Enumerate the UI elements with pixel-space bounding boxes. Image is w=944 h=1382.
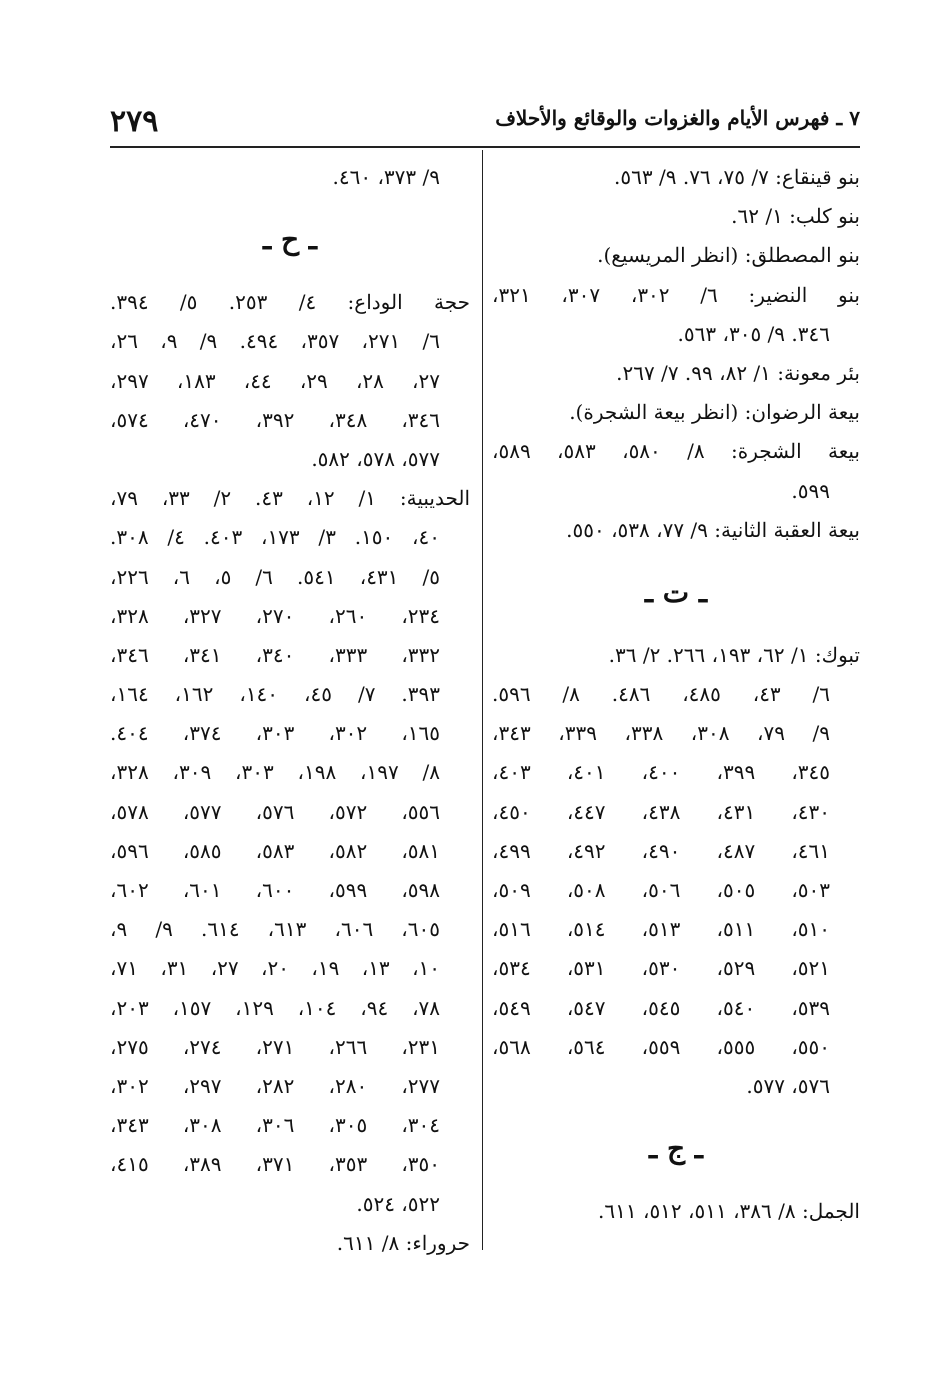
index-line: ٣٣٢، ٣٣٣، ٣٤٠، ٣٤١، ٣٤٦، xyxy=(110,642,441,667)
index-line: ٥٩٩. xyxy=(791,478,830,503)
index-line: ٧٨، ٩٤، ١٠٤، ١٢٩، ١٥٧، ٢٠٣، xyxy=(110,995,441,1020)
index-line: ٥٧٦، ٥٧٧. xyxy=(746,1073,830,1098)
running-title: ٧ ـ فهرس الأيام والغزوات والوقائع والأحلاف xyxy=(495,106,860,130)
index-line: تبوك: ١/ ٦٢، ١٩٣، ٢٦٦. ٢/ ٣٦. xyxy=(608,642,860,667)
index-line: بنو المصطلق: (انظر المريسيع). xyxy=(597,243,860,268)
section-heading-ha: ـ ح ـ xyxy=(263,223,317,257)
index-line: ٥٩٨، ٥٩٩، ٦٠٠، ٦٠١، ٦٠٢، xyxy=(110,878,441,902)
index-line: ٥٧٧، ٥٧٨، ٥٨٢. xyxy=(311,446,440,471)
index-line: ٥٣٩، ٥٤٠، ٥٤٥، ٥٤٧، ٥٤٩، xyxy=(492,995,831,1020)
index-line: حجة الوداع: ٤/ ٢٥٣. ٥/ ٣٩٤. xyxy=(110,290,470,315)
index-line: ٣٠٤، ٣٠٥، ٣٠٦، ٣٠٨، ٣٤٣، xyxy=(110,1113,441,1138)
index-line: بنو قينقاع: ٧/ ٧٥، ٧٦. ٩/ ٥٦٣. xyxy=(614,165,860,189)
header-rule xyxy=(110,146,860,148)
index-line: ٦/ ٢٧١، ٣٥٧، ٤٩٤. ٩/ ٩، ٢٦، xyxy=(110,329,440,354)
index-line: ٨/ ١٩٧، ١٩٨، ٣٠٣، ٣٠٩، ٣٢٨، xyxy=(110,760,440,785)
index-line: ٥٥٠، ٥٥٥، ٥٥٩، ٥٦٤، ٥٦٨، xyxy=(492,1034,831,1059)
index-line: ٥/ ٤٣١، ٥٤١. ٦/ ٥، ٦، ٢٢٦، xyxy=(110,564,441,589)
left-column xyxy=(110,158,470,1263)
index-line: ٥٢١، ٥٢٩، ٥٣٠، ٥٣١، ٥٣٤، xyxy=(492,956,831,981)
index-line: ٥٢٢، ٥٢٤. xyxy=(356,1191,440,1216)
index-line: ٥٥٦، ٥٧٢، ٥٧٦، ٥٧٧، ٥٧٨، xyxy=(110,799,441,824)
index-line: ٩/ ٧٩، ٣٠٨، ٣٣٨، ٣٣٩، ٣٤٣، xyxy=(492,721,830,746)
section-heading-jim: ـ ج ـ xyxy=(649,1132,703,1166)
index-line: ٦/ ٤٣، ٤٨٥، ٤٨٦. ٨/ ٥٩٦. xyxy=(492,682,830,707)
index-line: ٢٧٧، ٢٨٠، ٢٨٢، ٢٩٧، ٣٠٢، xyxy=(110,1073,441,1098)
index-line: بئر معونة: ١/ ٨٢، ٩٩. ٧/ ٢٦٧. xyxy=(616,360,860,385)
index-line: ٣٤٦. ٩/ ٣٠٥، ٥٦٣. xyxy=(677,321,830,346)
index-line: بنو النضير: ٦/ ٣٠٢، ٣٠٧، ٣٢١، xyxy=(492,282,860,307)
index-line: ٢٧، ٢٨، ٢٩، ٤٤، ١٨٣، ٢٩٧، xyxy=(110,368,440,393)
index-line: ١٠، ١٣، ١٩، ٢٠، ٢٧، ٣١، ٧١، xyxy=(110,956,441,981)
index-line: بيعة الرضوان: (انظر بيعة الشجرة). xyxy=(569,400,860,425)
index-line: ٣٩٣. ٧/ ٤٥، ١٤٠، ١٦٢، ١٦٤، xyxy=(110,682,441,707)
index-line: ١٦٥، ٣٠٢، ٣٠٣، ٣٧٤، ٤٠٤. xyxy=(110,721,441,746)
index-line: ٥١٠، ٥١١، ٥١٣، ٥١٤، ٥١٦، xyxy=(492,917,831,942)
index-line: ٣٤٦، ٣٤٨، ٣٩٢، ٤٧٠، ٥٧٤، xyxy=(110,407,441,432)
index-line: ٤٣٠، ٤٣١، ٤٣٨، ٤٤٧، ٤٥٠، xyxy=(492,799,831,824)
index-line: ٤٦١، ٤٨٧، ٤٩٠، ٤٩٢، ٤٩٩، xyxy=(492,838,831,863)
index-line: ٥٠٣، ٥٠٥، ٥٠٦، ٥٠٨، ٥٠٩، xyxy=(492,878,831,902)
index-line: الحديبية: ١/ ١٢، ٤٣. ٢/ ٣٣، ٧٩، xyxy=(110,486,470,511)
index-line: بنو كلب: ١/ ٦٢. xyxy=(731,204,860,229)
index-line: ٤٠، ١٥٠. ٣/ ١٧٣، ٤٠٣. ٤/ ٣٠٨. xyxy=(110,525,440,550)
right-column xyxy=(492,158,860,1231)
index-line: ٢٣١، ٢٦٦، ٢٧١، ٢٧٤، ٢٧٥، xyxy=(110,1034,441,1059)
index-line: ٦٠٥، ٦٠٦، ٦١٣، ٦١٤. ٩/ ٩، xyxy=(110,917,440,942)
index-line: ٢٣٤، ٢٦٠، ٢٧٠، ٣٢٧، ٣٢٨، xyxy=(110,603,441,628)
index-line: ٣٥٠، ٣٥٣، ٣٧١، ٣٨٩، ٤١٥، xyxy=(110,1152,441,1177)
section-heading-ta: ـ ت ـ xyxy=(644,575,708,609)
index-line: ٩/ ٣٧٣، ٤٦٠. xyxy=(332,165,440,189)
page-header xyxy=(110,98,860,142)
index-line: ٥٨١، ٥٨٢، ٥٨٣، ٥٨٥، ٥٩٦، xyxy=(110,838,441,863)
index-line: الجمل: ٨/ ٣٨٦، ٥١١، ٥١٢، ٦١١. xyxy=(598,1199,860,1224)
index-line: حروراء: ٨/ ٦١١. xyxy=(336,1230,470,1255)
index-line: بيعة العقبة الثانية: ٩/ ٧٧، ٥٣٨، ٥٥٠. xyxy=(566,517,860,542)
index-line: بيعة الشجرة: ٨/ ٥٨٠، ٥٨٣، ٥٨٩، xyxy=(492,439,860,464)
page-number: ٢٧٩ xyxy=(110,104,159,139)
index-line: ٣٤٥، ٣٩٩، ٤٠٠، ٤٠١، ٤٠٣، xyxy=(492,760,831,785)
column-divider xyxy=(482,150,483,1250)
